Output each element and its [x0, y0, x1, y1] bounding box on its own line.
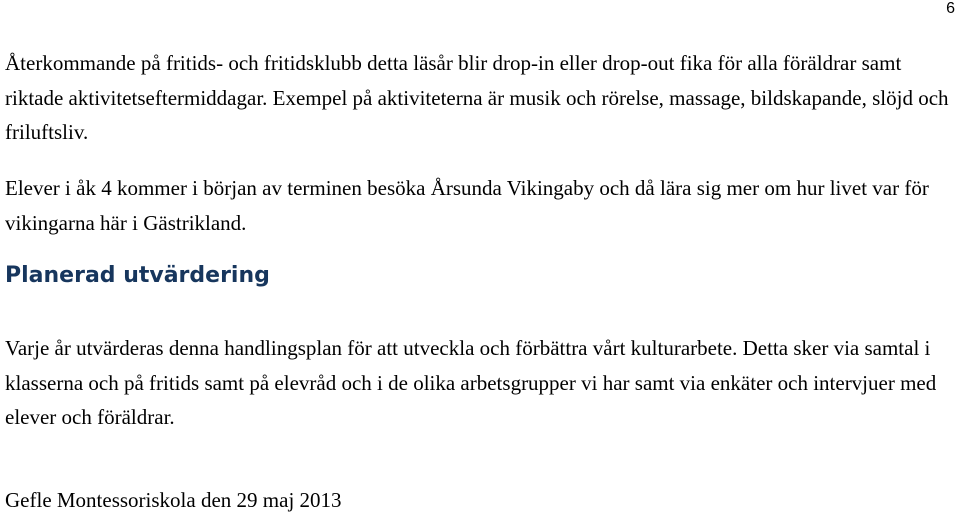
paragraph-activities: Återkommande på fritids- och fritidsklubb detta läsår blir drop-in eller drop-out fika för alla föräldrar samt riktade aktivitetseftermiddagar. Exempel på aktiviteterna är musik och rörelse, massage, bildskapande, slöjd och friluftsliv.	[5, 51, 949, 144]
paragraph-evaluation: Varje år utvärderas denna handlingsplan för att utveckla och förbättra vårt kulturarbete. Detta sker via samtal i klasserna och på fritids samt på elevråd och i de olika arbetsgrupper vi har samt via enkäter och intervjuer med elever och föräldrar.	[5, 336, 937, 429]
footer-signature-line: Gefle Montessoriskola den 29 maj 2013	[5, 488, 342, 512]
paragraph-vikingaby: Elever i åk 4 kommer i början av terminen besöka Årsunda Vikingaby och då lära sig mer om hur livet var för vikingarna här i Gästrikland.	[5, 176, 929, 235]
section-heading: Planerad utvärdering	[5, 263, 270, 288]
page-number: 6	[946, 0, 955, 17]
